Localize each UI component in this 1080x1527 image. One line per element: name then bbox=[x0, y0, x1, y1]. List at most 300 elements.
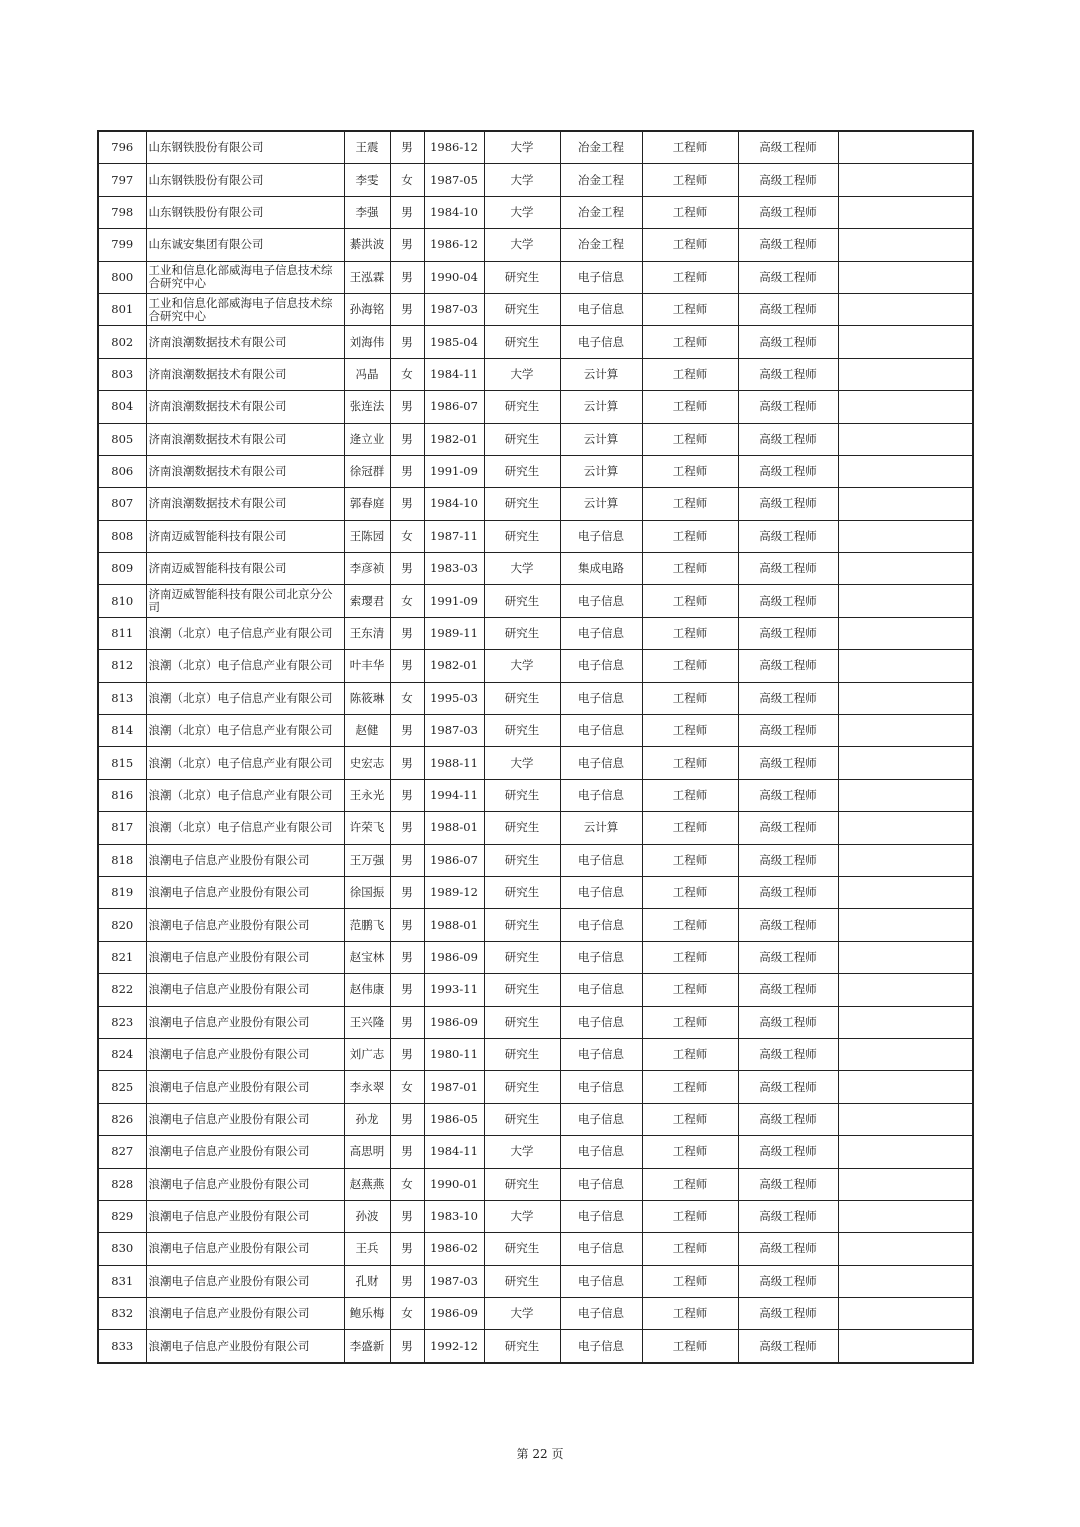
table-row bbox=[98, 682, 973, 714]
applied-title-cell: 高级工程师 bbox=[738, 293, 838, 325]
applied-title-cell: 高级工程师 bbox=[738, 1103, 838, 1135]
applied-title-cell: 高级工程师 bbox=[738, 1006, 838, 1038]
specialty-cell: 集成电路 bbox=[560, 553, 642, 585]
specialty-cell: 云计算 bbox=[560, 423, 642, 455]
remarks-cell bbox=[838, 261, 973, 293]
table-row bbox=[98, 779, 973, 811]
education-cell: 研究生 bbox=[484, 326, 560, 358]
current-title-cell: 工程师 bbox=[642, 941, 738, 973]
serial-number-cell: 800 bbox=[98, 261, 146, 293]
organization-cell: 浪潮电子信息产业股份有限公司 bbox=[146, 1298, 344, 1330]
education-cell: 研究生 bbox=[484, 1103, 560, 1135]
organization-cell: 浪潮电子信息产业股份有限公司 bbox=[146, 1038, 344, 1070]
specialty-cell: 电子信息 bbox=[560, 747, 642, 779]
serial-number-cell: 805 bbox=[98, 423, 146, 455]
table-row bbox=[98, 909, 973, 941]
name-cell: 孙波 bbox=[344, 1200, 390, 1232]
birth-date-cell: 1989-12 bbox=[424, 876, 484, 908]
remarks-cell bbox=[838, 455, 973, 487]
current-title-cell: 工程师 bbox=[642, 553, 738, 585]
specialty-cell: 电子信息 bbox=[560, 715, 642, 747]
specialty-cell: 冶金工程 bbox=[560, 164, 642, 196]
serial-number-cell: 804 bbox=[98, 391, 146, 423]
current-title-cell: 工程师 bbox=[642, 1038, 738, 1070]
remarks-cell bbox=[838, 1168, 973, 1200]
education-cell: 大学 bbox=[484, 164, 560, 196]
birth-date-cell: 1991-09 bbox=[424, 455, 484, 487]
remarks-cell bbox=[838, 715, 973, 747]
gender-cell: 男 bbox=[390, 131, 424, 164]
table-row bbox=[98, 1038, 973, 1070]
gender-cell: 男 bbox=[390, 488, 424, 520]
applied-title-cell: 高级工程师 bbox=[738, 196, 838, 228]
table-row bbox=[98, 196, 973, 228]
birth-date-cell: 1986-07 bbox=[424, 391, 484, 423]
current-title-cell: 工程师 bbox=[642, 1298, 738, 1330]
specialty-cell: 电子信息 bbox=[560, 585, 642, 617]
specialty-cell: 电子信息 bbox=[560, 1233, 642, 1265]
applied-title-cell: 高级工程师 bbox=[738, 229, 838, 261]
organization-cell: 浪潮电子信息产业股份有限公司 bbox=[146, 1200, 344, 1232]
current-title-cell: 工程师 bbox=[642, 617, 738, 649]
serial-number-cell: 807 bbox=[98, 488, 146, 520]
table-row bbox=[98, 164, 973, 196]
education-cell: 大学 bbox=[484, 1200, 560, 1232]
table-row bbox=[98, 1103, 973, 1135]
serial-number-cell: 818 bbox=[98, 844, 146, 876]
gender-cell: 男 bbox=[390, 1265, 424, 1297]
current-title-cell: 工程师 bbox=[642, 650, 738, 682]
gender-cell: 女 bbox=[390, 1298, 424, 1330]
gender-cell: 男 bbox=[390, 423, 424, 455]
applied-title-cell: 高级工程师 bbox=[738, 488, 838, 520]
page-number: 第 22 页 bbox=[516, 1447, 564, 1461]
birth-date-cell: 1983-03 bbox=[424, 553, 484, 585]
applied-title-cell: 高级工程师 bbox=[738, 358, 838, 390]
applied-title-cell: 高级工程师 bbox=[738, 1136, 838, 1168]
gender-cell: 女 bbox=[390, 358, 424, 390]
specialty-cell: 云计算 bbox=[560, 812, 642, 844]
applied-title-cell: 高级工程师 bbox=[738, 682, 838, 714]
birth-date-cell: 1990-01 bbox=[424, 1168, 484, 1200]
organization-cell: 浪潮（北京）电子信息产业有限公司 bbox=[146, 617, 344, 649]
name-cell: 张连法 bbox=[344, 391, 390, 423]
serial-number-cell: 816 bbox=[98, 779, 146, 811]
applied-title-cell: 高级工程师 bbox=[738, 844, 838, 876]
organization-cell: 山东钢铁股份有限公司 bbox=[146, 196, 344, 228]
organization-cell: 浪潮电子信息产业股份有限公司 bbox=[146, 1233, 344, 1265]
education-cell: 研究生 bbox=[484, 585, 560, 617]
name-cell: 郭春庭 bbox=[344, 488, 390, 520]
serial-number-cell: 826 bbox=[98, 1103, 146, 1135]
gender-cell: 女 bbox=[390, 520, 424, 552]
current-title-cell: 工程师 bbox=[642, 261, 738, 293]
birth-date-cell: 1980-11 bbox=[424, 1038, 484, 1070]
name-cell: 王永光 bbox=[344, 779, 390, 811]
specialty-cell: 电子信息 bbox=[560, 1006, 642, 1038]
gender-cell: 男 bbox=[390, 1200, 424, 1232]
current-title-cell: 工程师 bbox=[642, 974, 738, 1006]
specialty-cell: 电子信息 bbox=[560, 1330, 642, 1363]
specialty-cell: 电子信息 bbox=[560, 650, 642, 682]
remarks-cell bbox=[838, 488, 973, 520]
gender-cell: 男 bbox=[390, 779, 424, 811]
serial-number-cell: 821 bbox=[98, 941, 146, 973]
current-title-cell: 工程师 bbox=[642, 779, 738, 811]
current-title-cell: 工程师 bbox=[642, 1136, 738, 1168]
applied-title-cell: 高级工程师 bbox=[738, 261, 838, 293]
serial-number-cell: 824 bbox=[98, 1038, 146, 1070]
serial-number-cell: 832 bbox=[98, 1298, 146, 1330]
gender-cell: 女 bbox=[390, 1071, 424, 1103]
gender-cell: 男 bbox=[390, 1330, 424, 1363]
table-row bbox=[98, 617, 973, 649]
specialty-cell: 冶金工程 bbox=[560, 229, 642, 261]
specialty-cell: 电子信息 bbox=[560, 682, 642, 714]
name-cell: 索璎君 bbox=[344, 585, 390, 617]
applied-title-cell: 高级工程师 bbox=[738, 876, 838, 908]
birth-date-cell: 1988-01 bbox=[424, 909, 484, 941]
organization-cell: 济南浪潮数据技术有限公司 bbox=[146, 423, 344, 455]
education-cell: 研究生 bbox=[484, 812, 560, 844]
table-row bbox=[98, 1168, 973, 1200]
serial-number-cell: 822 bbox=[98, 974, 146, 1006]
remarks-cell bbox=[838, 974, 973, 1006]
education-cell: 研究生 bbox=[484, 876, 560, 908]
education-cell: 大学 bbox=[484, 196, 560, 228]
birth-date-cell: 1987-03 bbox=[424, 1265, 484, 1297]
name-cell: 赵燕燕 bbox=[344, 1168, 390, 1200]
applied-title-cell: 高级工程师 bbox=[738, 715, 838, 747]
education-cell: 大学 bbox=[484, 1136, 560, 1168]
education-cell: 大学 bbox=[484, 358, 560, 390]
birth-date-cell: 1984-10 bbox=[424, 488, 484, 520]
name-cell: 徐冠群 bbox=[344, 455, 390, 487]
organization-cell: 工业和信息化部威海电子信息技术综合研究中心 bbox=[146, 293, 344, 325]
name-cell: 孙龙 bbox=[344, 1103, 390, 1135]
education-cell: 研究生 bbox=[484, 974, 560, 1006]
gender-cell: 女 bbox=[390, 585, 424, 617]
organization-cell: 济南迈威智能科技有限公司北京分公司 bbox=[146, 585, 344, 617]
current-title-cell: 工程师 bbox=[642, 1265, 738, 1297]
education-cell: 研究生 bbox=[484, 391, 560, 423]
applied-title-cell: 高级工程师 bbox=[738, 423, 838, 455]
organization-cell: 浪潮（北京）电子信息产业有限公司 bbox=[146, 650, 344, 682]
serial-number-cell: 802 bbox=[98, 326, 146, 358]
table-row bbox=[98, 1071, 973, 1103]
education-cell: 大学 bbox=[484, 1298, 560, 1330]
remarks-cell bbox=[838, 326, 973, 358]
remarks-cell bbox=[838, 876, 973, 908]
name-cell: 鲍乐梅 bbox=[344, 1298, 390, 1330]
name-cell: 刘海伟 bbox=[344, 326, 390, 358]
remarks-cell bbox=[838, 812, 973, 844]
applied-title-cell: 高级工程师 bbox=[738, 617, 838, 649]
organization-cell: 浪潮（北京）电子信息产业有限公司 bbox=[146, 779, 344, 811]
remarks-cell bbox=[838, 358, 973, 390]
applied-title-cell: 高级工程师 bbox=[738, 455, 838, 487]
applied-title-cell: 高级工程师 bbox=[738, 1330, 838, 1363]
remarks-cell bbox=[838, 1006, 973, 1038]
birth-date-cell: 1986-05 bbox=[424, 1103, 484, 1135]
current-title-cell: 工程师 bbox=[642, 131, 738, 164]
organization-cell: 浪潮（北京）电子信息产业有限公司 bbox=[146, 715, 344, 747]
name-cell: 冯晶 bbox=[344, 358, 390, 390]
table-row bbox=[98, 1330, 973, 1363]
name-cell: 王万强 bbox=[344, 844, 390, 876]
education-cell: 研究生 bbox=[484, 293, 560, 325]
specialty-cell: 电子信息 bbox=[560, 876, 642, 908]
remarks-cell bbox=[838, 844, 973, 876]
education-cell: 研究生 bbox=[484, 1265, 560, 1297]
birth-date-cell: 1985-04 bbox=[424, 326, 484, 358]
education-cell: 研究生 bbox=[484, 1006, 560, 1038]
serial-number-cell: 827 bbox=[98, 1136, 146, 1168]
applied-title-cell: 高级工程师 bbox=[738, 941, 838, 973]
birth-date-cell: 1982-01 bbox=[424, 423, 484, 455]
name-cell: 孙海铭 bbox=[344, 293, 390, 325]
serial-number-cell: 820 bbox=[98, 909, 146, 941]
birth-date-cell: 1986-09 bbox=[424, 941, 484, 973]
organization-cell: 浪潮电子信息产业股份有限公司 bbox=[146, 1136, 344, 1168]
serial-number-cell: 828 bbox=[98, 1168, 146, 1200]
applied-title-cell: 高级工程师 bbox=[738, 974, 838, 1006]
current-title-cell: 工程师 bbox=[642, 520, 738, 552]
birth-date-cell: 1988-01 bbox=[424, 812, 484, 844]
gender-cell: 男 bbox=[390, 293, 424, 325]
applied-title-cell: 高级工程师 bbox=[738, 1233, 838, 1265]
birth-date-cell: 1984-10 bbox=[424, 196, 484, 228]
serial-number-cell: 829 bbox=[98, 1200, 146, 1232]
gender-cell: 男 bbox=[390, 455, 424, 487]
table-row bbox=[98, 326, 973, 358]
specialty-cell: 电子信息 bbox=[560, 1038, 642, 1070]
education-cell: 大学 bbox=[484, 229, 560, 261]
organization-cell: 济南浪潮数据技术有限公司 bbox=[146, 326, 344, 358]
birth-date-cell: 1986-02 bbox=[424, 1233, 484, 1265]
organization-cell: 工业和信息化部威海电子信息技术综合研究中心 bbox=[146, 261, 344, 293]
applied-title-cell: 高级工程师 bbox=[738, 1265, 838, 1297]
table-row bbox=[98, 391, 973, 423]
specialty-cell: 冶金工程 bbox=[560, 196, 642, 228]
remarks-cell bbox=[838, 617, 973, 649]
gender-cell: 男 bbox=[390, 1233, 424, 1265]
gender-cell: 男 bbox=[390, 876, 424, 908]
remarks-cell bbox=[838, 779, 973, 811]
applied-title-cell: 高级工程师 bbox=[738, 326, 838, 358]
remarks-cell bbox=[838, 941, 973, 973]
organization-cell: 浪潮电子信息产业股份有限公司 bbox=[146, 909, 344, 941]
birth-date-cell: 1989-11 bbox=[424, 617, 484, 649]
organization-cell: 山东钢铁股份有限公司 bbox=[146, 164, 344, 196]
remarks-cell bbox=[838, 747, 973, 779]
gender-cell: 男 bbox=[390, 1136, 424, 1168]
applied-title-cell: 高级工程师 bbox=[738, 779, 838, 811]
applied-title-cell: 高级工程师 bbox=[738, 747, 838, 779]
current-title-cell: 工程师 bbox=[642, 164, 738, 196]
specialty-cell: 电子信息 bbox=[560, 1168, 642, 1200]
serial-number-cell: 830 bbox=[98, 1233, 146, 1265]
gender-cell: 女 bbox=[390, 1168, 424, 1200]
gender-cell: 男 bbox=[390, 1006, 424, 1038]
organization-cell: 济南迈威智能科技有限公司 bbox=[146, 553, 344, 585]
education-cell: 研究生 bbox=[484, 261, 560, 293]
name-cell: 高思明 bbox=[344, 1136, 390, 1168]
applied-title-cell: 高级工程师 bbox=[738, 650, 838, 682]
remarks-cell bbox=[838, 131, 973, 164]
applied-title-cell: 高级工程师 bbox=[738, 520, 838, 552]
name-cell: 李雯 bbox=[344, 164, 390, 196]
serial-number-cell: 803 bbox=[98, 358, 146, 390]
name-cell: 范鹏飞 bbox=[344, 909, 390, 941]
gender-cell: 男 bbox=[390, 715, 424, 747]
specialty-cell: 电子信息 bbox=[560, 520, 642, 552]
current-title-cell: 工程师 bbox=[642, 1330, 738, 1363]
table-row bbox=[98, 423, 973, 455]
specialty-cell: 电子信息 bbox=[560, 1265, 642, 1297]
name-cell: 王震 bbox=[344, 131, 390, 164]
current-title-cell: 工程师 bbox=[642, 423, 738, 455]
current-title-cell: 工程师 bbox=[642, 196, 738, 228]
education-cell: 研究生 bbox=[484, 488, 560, 520]
birth-date-cell: 1986-12 bbox=[424, 229, 484, 261]
education-cell: 大学 bbox=[484, 747, 560, 779]
table-row bbox=[98, 131, 973, 164]
name-cell: 徐国振 bbox=[344, 876, 390, 908]
table-row bbox=[98, 715, 973, 747]
remarks-cell bbox=[838, 520, 973, 552]
organization-cell: 浪潮电子信息产业股份有限公司 bbox=[146, 1330, 344, 1363]
specialty-cell: 电子信息 bbox=[560, 1071, 642, 1103]
current-title-cell: 工程师 bbox=[642, 844, 738, 876]
name-cell: 许荣飞 bbox=[344, 812, 390, 844]
organization-cell: 济南浪潮数据技术有限公司 bbox=[146, 391, 344, 423]
specialty-cell: 电子信息 bbox=[560, 844, 642, 876]
serial-number-cell: 819 bbox=[98, 876, 146, 908]
education-cell: 大学 bbox=[484, 131, 560, 164]
current-title-cell: 工程师 bbox=[642, 1071, 738, 1103]
specialty-cell: 电子信息 bbox=[560, 941, 642, 973]
education-cell: 研究生 bbox=[484, 909, 560, 941]
birth-date-cell: 1987-11 bbox=[424, 520, 484, 552]
table-row bbox=[98, 229, 973, 261]
applied-title-cell: 高级工程师 bbox=[738, 1071, 838, 1103]
remarks-cell bbox=[838, 553, 973, 585]
name-cell: 王兴隆 bbox=[344, 1006, 390, 1038]
education-cell: 研究生 bbox=[484, 1168, 560, 1200]
current-title-cell: 工程师 bbox=[642, 358, 738, 390]
serial-number-cell: 811 bbox=[98, 617, 146, 649]
specialty-cell: 云计算 bbox=[560, 358, 642, 390]
specialty-cell: 电子信息 bbox=[560, 779, 642, 811]
specialty-cell: 电子信息 bbox=[560, 617, 642, 649]
gender-cell: 男 bbox=[390, 196, 424, 228]
table-row bbox=[98, 650, 973, 682]
specialty-cell: 云计算 bbox=[560, 488, 642, 520]
name-cell: 李永翠 bbox=[344, 1071, 390, 1103]
applied-title-cell: 高级工程师 bbox=[738, 131, 838, 164]
organization-cell: 山东诚安集团有限公司 bbox=[146, 229, 344, 261]
remarks-cell bbox=[838, 293, 973, 325]
current-title-cell: 工程师 bbox=[642, 488, 738, 520]
gender-cell: 男 bbox=[390, 812, 424, 844]
table-body bbox=[98, 131, 973, 1363]
gender-cell: 男 bbox=[390, 974, 424, 1006]
remarks-cell bbox=[838, 1038, 973, 1070]
gender-cell: 男 bbox=[390, 844, 424, 876]
table-row bbox=[98, 585, 973, 617]
education-cell: 研究生 bbox=[484, 617, 560, 649]
applied-title-cell: 高级工程师 bbox=[738, 1200, 838, 1232]
specialty-cell: 电子信息 bbox=[560, 1298, 642, 1330]
education-cell: 研究生 bbox=[484, 1330, 560, 1363]
education-cell: 研究生 bbox=[484, 715, 560, 747]
specialty-cell: 电子信息 bbox=[560, 1103, 642, 1135]
applied-title-cell: 高级工程师 bbox=[738, 909, 838, 941]
organization-cell: 浪潮电子信息产业股份有限公司 bbox=[146, 876, 344, 908]
birth-date-cell: 1991-09 bbox=[424, 585, 484, 617]
organization-cell: 浪潮电子信息产业股份有限公司 bbox=[146, 941, 344, 973]
name-cell: 赵宝林 bbox=[344, 941, 390, 973]
applied-title-cell: 高级工程师 bbox=[738, 1168, 838, 1200]
birth-date-cell: 1987-03 bbox=[424, 715, 484, 747]
remarks-cell bbox=[838, 164, 973, 196]
name-cell: 王兵 bbox=[344, 1233, 390, 1265]
name-cell: 逄立业 bbox=[344, 423, 390, 455]
birth-date-cell: 1982-01 bbox=[424, 650, 484, 682]
serial-number-cell: 796 bbox=[98, 131, 146, 164]
table-row bbox=[98, 1006, 973, 1038]
remarks-cell bbox=[838, 1298, 973, 1330]
name-cell: 綦洪波 bbox=[344, 229, 390, 261]
table-row bbox=[98, 941, 973, 973]
birth-date-cell: 1987-05 bbox=[424, 164, 484, 196]
current-title-cell: 工程师 bbox=[642, 1103, 738, 1135]
specialty-cell: 电子信息 bbox=[560, 261, 642, 293]
remarks-cell bbox=[838, 1136, 973, 1168]
applied-title-cell: 高级工程师 bbox=[738, 164, 838, 196]
education-cell: 研究生 bbox=[484, 682, 560, 714]
gender-cell: 女 bbox=[390, 682, 424, 714]
serial-number-cell: 810 bbox=[98, 585, 146, 617]
table-row bbox=[98, 1265, 973, 1297]
table-row bbox=[98, 1200, 973, 1232]
name-cell: 李盛新 bbox=[344, 1330, 390, 1363]
name-cell: 叶丰华 bbox=[344, 650, 390, 682]
organization-cell: 济南迈威智能科技有限公司 bbox=[146, 520, 344, 552]
birth-date-cell: 1988-11 bbox=[424, 747, 484, 779]
education-cell: 研究生 bbox=[484, 520, 560, 552]
organization-cell: 浪潮电子信息产业股份有限公司 bbox=[146, 1071, 344, 1103]
organization-cell: 浪潮电子信息产业股份有限公司 bbox=[146, 1168, 344, 1200]
organization-cell: 济南浪潮数据技术有限公司 bbox=[146, 455, 344, 487]
gender-cell: 男 bbox=[390, 261, 424, 293]
birth-date-cell: 1986-07 bbox=[424, 844, 484, 876]
serial-number-cell: 813 bbox=[98, 682, 146, 714]
organization-cell: 浪潮（北京）电子信息产业有限公司 bbox=[146, 682, 344, 714]
table-row bbox=[98, 1233, 973, 1265]
remarks-cell bbox=[838, 1071, 973, 1103]
education-cell: 大学 bbox=[484, 650, 560, 682]
applied-title-cell: 高级工程师 bbox=[738, 585, 838, 617]
table-row bbox=[98, 1136, 973, 1168]
birth-date-cell: 1983-10 bbox=[424, 1200, 484, 1232]
education-cell: 研究生 bbox=[484, 1038, 560, 1070]
remarks-cell bbox=[838, 196, 973, 228]
birth-date-cell: 1992-12 bbox=[424, 1330, 484, 1363]
organization-cell: 济南浪潮数据技术有限公司 bbox=[146, 358, 344, 390]
gender-cell: 女 bbox=[390, 164, 424, 196]
